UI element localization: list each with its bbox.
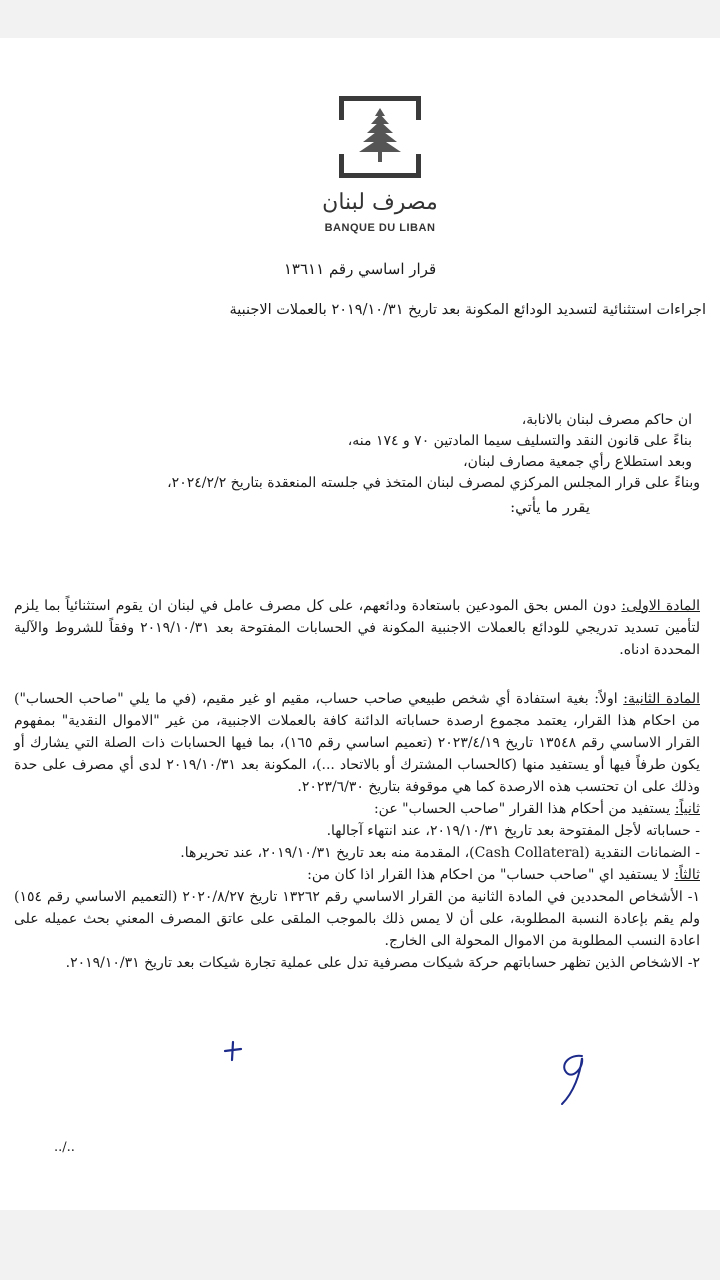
page-continuation-mark: ../.. [54,1140,75,1155]
article-1 [14,595,700,661]
resolves-heading: يقرر ما يأتي: [510,498,590,516]
article-2-second-label: ثانياً: [674,801,700,817]
banque-du-liban-logo [339,96,421,178]
handwritten-initial [552,1050,592,1110]
handwritten-cross-mark [220,1038,246,1064]
list-item: ٢- الاشخاص الذين تظهر حساباتهم حركة شيكات مصرفية تدل على عملية تجارة شيكات بعد تاريخ ٢٠١٩/١٠/٣١. [65,955,700,971]
decision-number: قرار اساسي رقم ١٣٦١١ [283,260,437,278]
article-2-third-label: ثالثاً: [674,867,700,883]
article-2-label: المادة الثانية: [623,691,700,707]
article-2 [14,688,700,974]
preamble-line: وبعد استطلاع رأي جمعية مصارف لبنان، [463,454,692,470]
cedar-icon [359,108,401,162]
logo-french-name: BANQUE DU LIBAN [324,222,436,234]
list-item: - حساباته لأجل المفتوحة بعد تاريخ ٢٠١٩/١٠/٣١، عند انتهاء آجالها. [326,823,700,839]
article-2-third-intro: لا يستفيد اي "صاحب حساب" من احكام هذا القرار اذا كان من: [307,867,675,883]
decision-title: اجراءات استثنائية لتسديد الودائع المكونة بعد تاريخ ٢٠١٩/١٠/٣١ بالعملات الاجنبية [229,302,706,318]
preamble-line: بناءً على قانون النقد والتسليف سيما المادتين ٧٠ و ١٧٤ منه، [347,433,692,449]
logo-arabic-name: مصرف لبنان [322,190,438,215]
preamble-line: ان حاكم مصرف لبنان بالانابة، [521,412,692,428]
article-2-second-intro: يستفيد من أحكام هذا القرار "صاحب الحساب" عن: [373,801,675,817]
list-item: ١- الأشخاص المحددين في المادة الثانية من القرار الاساسي رقم ١٣٢٦٢ تاريخ ٢٠٢٠/٨/٢٧ (التعميم الاساسي رقم ١٥٤) ولم يقم بإعادة النسبة المطلوبة، على أن لا يمس ذلك بالموجب الملقى على عاتق المصرف المعني بحث عميله على اعادة النسب المطلوبة من الاموال المحولة الى الخارج. [14,889,700,949]
list-item: - الضمانات النقدية (Cash Collateral)، المقدمة منه بعد تاريخ ٢٠١٩/١٠/٣١، عند تحريرها. [180,845,700,861]
article-2-first: اولاً: بغية استفادة أي شخص طبيعي صاحب حساب، مقيم او غير مقيم، (في ما يلي "صاحب الحساب") من احكام هذا القرار، يعتمد مجموع ارصدة حساباته الدائنة كافة بالعملات الاجنبية، من غير "الاموال النقدية" بمفهوم القرار الاساسي رقم ١٣٥٤٨ تاريخ ٢٠٢٣/٤/١٩ (تعميم اساسي رقم ١٦٥)، بما فيها الحسابات ذات الصلة التي يشارك أو يكون طرفاً فيها أو يستفيد منها (كالحساب المشترك أو بالاتحاد ...)، المكونة بعد ٢٠١٩/١٠/٣١ لدى أي مصرف على حدة وذلك على ان تحتسب هذه الارصدة كما هي موقوفة بتاريخ ٢٠٢٣/٦/٣٠. [14,691,700,795]
preamble-line: وبناءً على قرار المجلس المركزي لمصرف لبنان المتخذ في جلسته المنعقدة بتاريخ ٢٠٢٤/٢/٢، [167,475,700,491]
article-1-label: المادة الاولى: [621,598,700,614]
article-1-text: دون المس بحق المودعين باستعادة ودائعهم، على كل مصرف عامل في لبنان ان يقوم استثنائياً بما يلزم لتأمين تسديد تدريجي للودائع بالعملات الاجنبية المكونة في الحسابات المفتوحة بعد ٢٠١٩/١٠/٣١ وفقاً للشروط والآلية المحددة ادناه. [14,598,700,658]
